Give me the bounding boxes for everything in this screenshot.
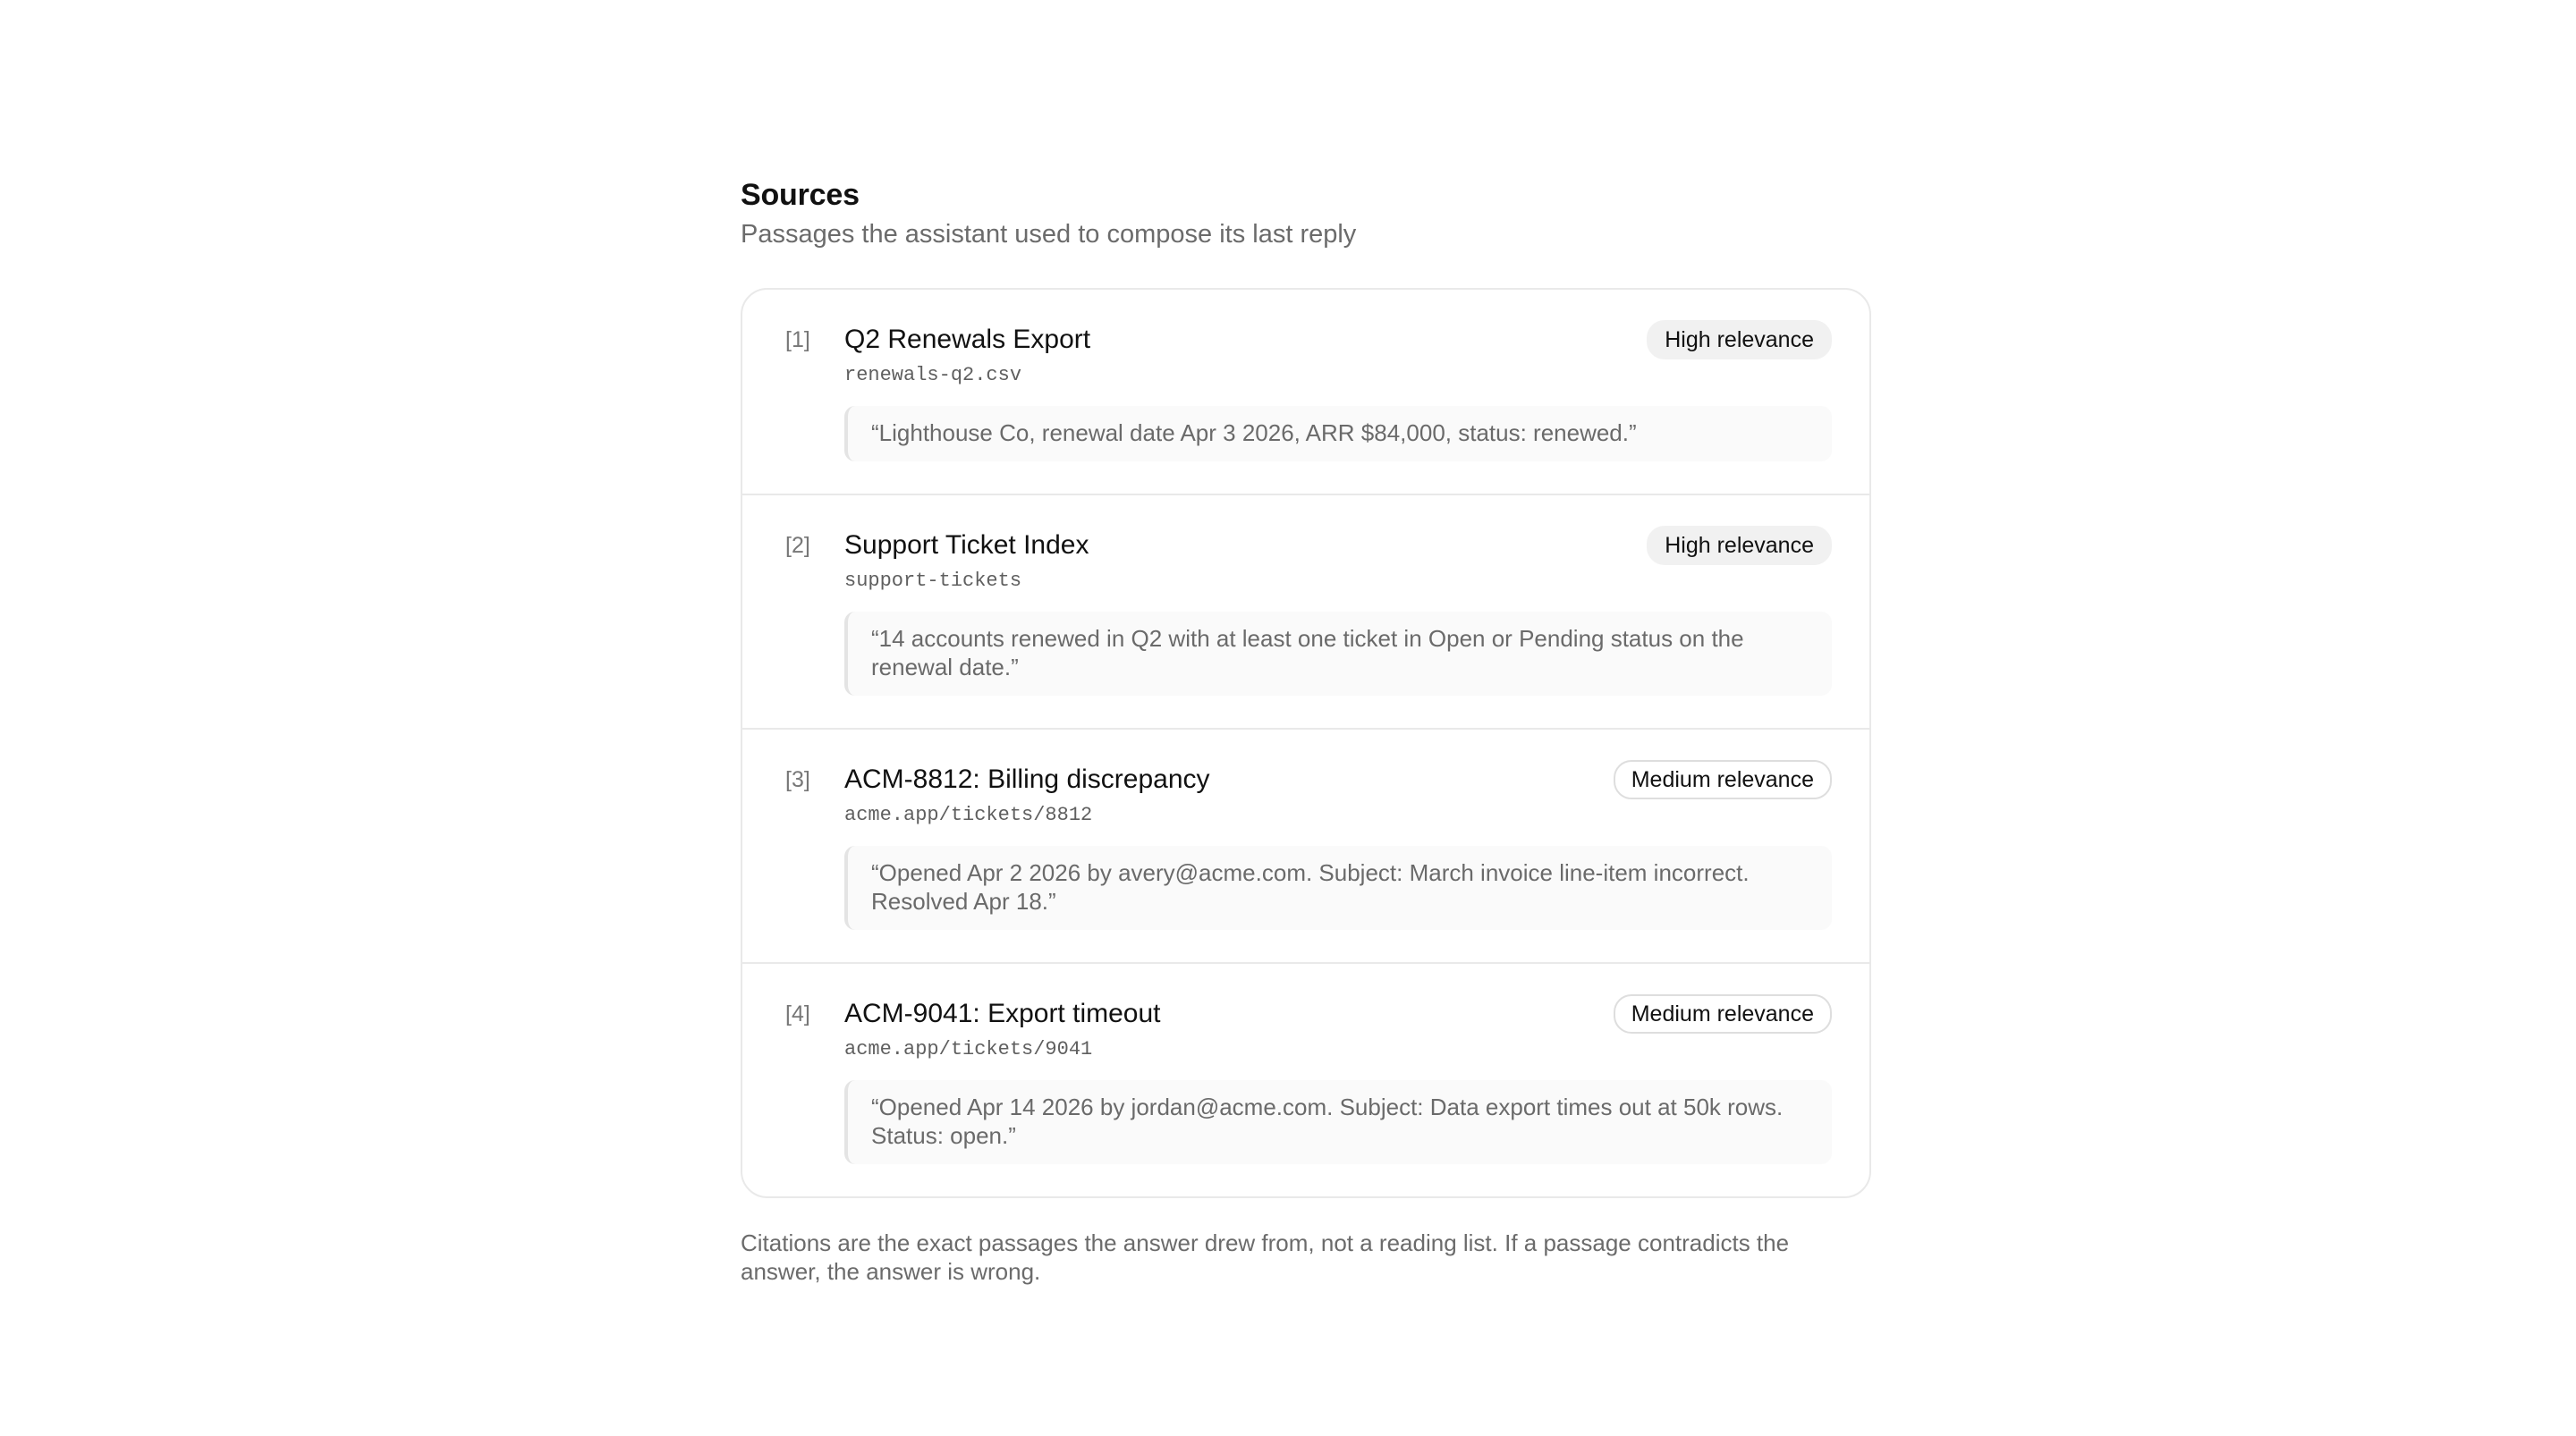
source-path: renewals-q2.csv [844, 364, 1022, 386]
relevance-badge: High relevance [1647, 526, 1832, 565]
source-item[interactable] [742, 494, 1869, 728]
relevance-badge: Medium relevance [1614, 760, 1832, 799]
source-index: [2] [785, 533, 810, 558]
source-quote: “Opened Apr 2 2026 by avery@acme.com. Subject: March invoice line-item incorrect. Resolved Apr 18.” [844, 846, 1832, 930]
source-title[interactable]: ACM-9041: Export timeout [844, 999, 1161, 1028]
source-path: support-tickets [844, 570, 1022, 592]
source-item[interactable] [742, 728, 1869, 962]
source-quote: “Lighthouse Co, renewal date Apr 3 2026, ARR $84,000, status: renewed.” [844, 406, 1832, 461]
relevance-badge: High relevance [1647, 320, 1832, 359]
page-title: Sources [741, 178, 860, 212]
source-title[interactable]: Q2 Renewals Export [844, 325, 1091, 354]
citations-note: Citations are the exact passages the answer drew from, not a reading list. If a passage contradicts the answer, the answer is wrong. [741, 1229, 1790, 1285]
source-index: [1] [785, 327, 810, 352]
source-quote: “14 accounts renewed in Q2 with at least one ticket in Open or Pending status on the renewal date.” [844, 612, 1832, 696]
sources-list [741, 288, 1871, 1198]
source-index: [4] [785, 1001, 810, 1026]
source-index: [3] [785, 767, 810, 792]
source-title[interactable]: ACM-8812: Billing discrepancy [844, 764, 1210, 794]
source-quote: “Opened Apr 14 2026 by jordan@acme.com. Subject: Data export times out at 50k rows. Status: open.” [844, 1080, 1832, 1164]
sources-panel [741, 175, 1871, 1286]
source-path: acme.app/tickets/9041 [844, 1038, 1093, 1060]
page-subtitle: Passages the assistant used to compose its last reply [741, 220, 1357, 249]
source-item[interactable] [742, 962, 1869, 1196]
source-path: acme.app/tickets/8812 [844, 804, 1093, 826]
source-title[interactable]: Support Ticket Index [844, 530, 1089, 560]
source-item[interactable] [742, 290, 1869, 494]
relevance-badge: Medium relevance [1614, 994, 1832, 1034]
